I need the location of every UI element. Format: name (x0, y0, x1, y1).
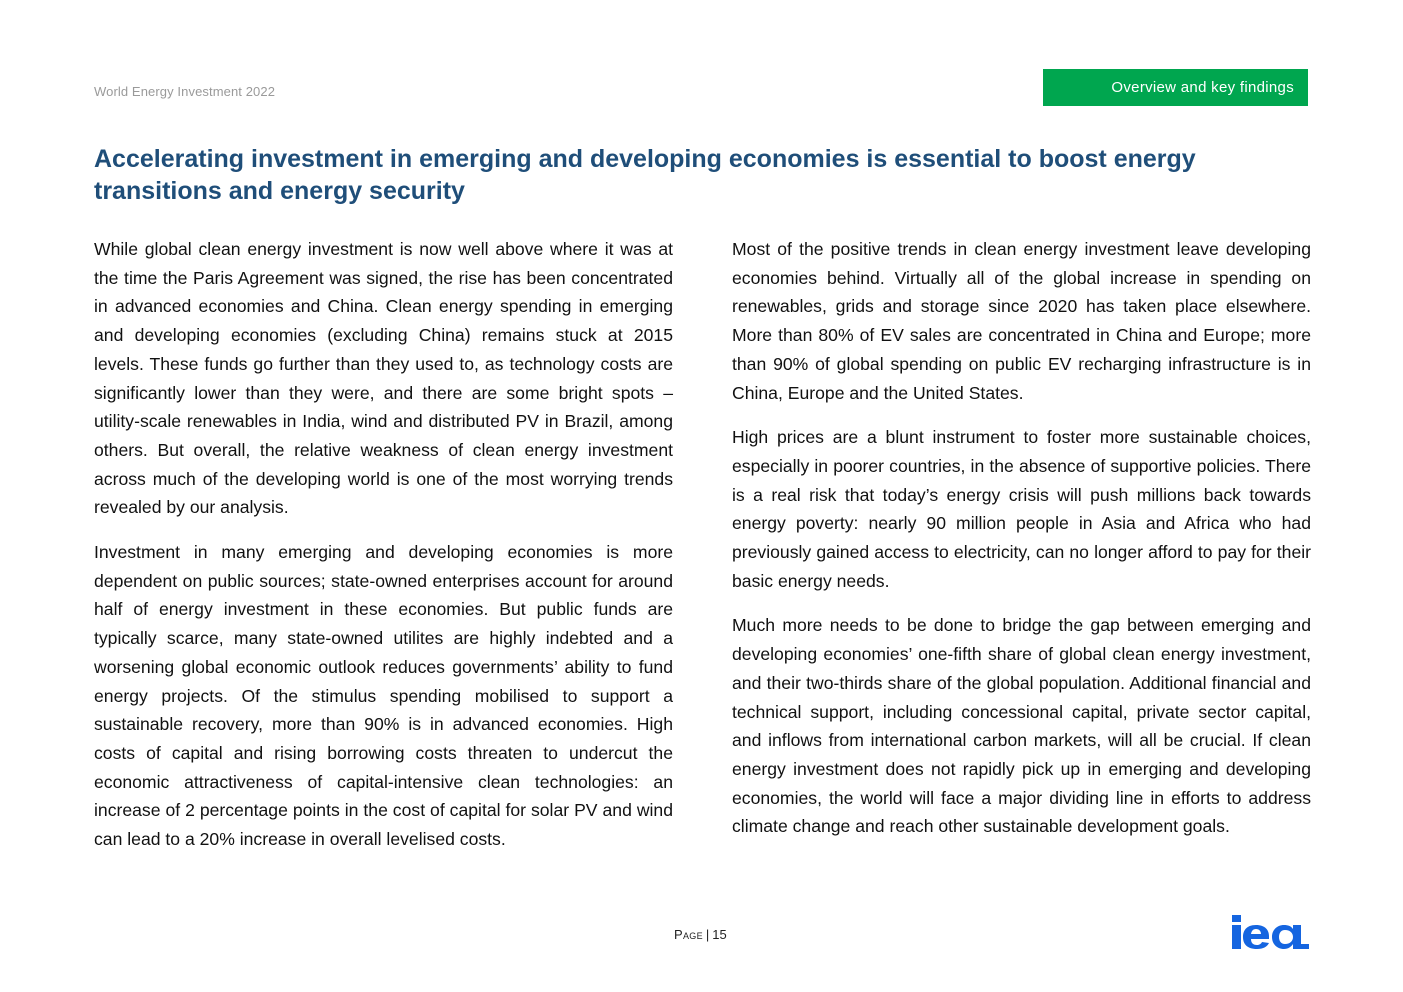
document-title: World Energy Investment 2022 (94, 84, 276, 99)
page-separator: | (705, 927, 710, 942)
page-number (674, 927, 727, 942)
paragraph: High prices are a blunt instrument to foster more sustainable choices, especially in poorer countries, in the absence of supportive policies. There is a real risk that today’s energy crisis will push millions back towards energy poverty: nearly 90 million people in Asia and Africa who had previously gained access to electricity, can no longer afford to pay for their basic energy needs. (732, 427, 1311, 591)
section-tag-label: Overview and key findings (1111, 79, 1294, 96)
page-title: Accelerating investment in emerging and developing economies is essential to boost energy transitions and energy security (94, 145, 1196, 205)
paragraph: While global clean energy investment is now well above where it was at the time the Paris Agreement was signed, the rise has been concentrated in advanced economies and China. Clean energy spending in emerging and developing economies (excluding China) remains stuck at 2015 levels. These funds go further than they used to, as technology costs are significantly lower than they were, and there are some bright spots – utility-scale renewables in India, wind and distributed PV in Brazil, among others. But overall, the relative weakness of clean energy investment across much of the developing world is one of the most worrying trends revealed by our analysis. (94, 239, 673, 518)
page-number-value: 15 (712, 927, 727, 942)
left-column (94, 235, 673, 870)
right-column (732, 235, 1311, 857)
section-tag (1043, 69, 1308, 106)
page-label: Page (674, 927, 703, 942)
iea-logo-icon (1232, 915, 1309, 949)
paragraph: Most of the positive trends in clean energy investment leave developing economies behind. Virtually all of the global increase in spending on renewables, grids and storage since 2020 has taken place elsewhere. More than 80% of EV sales are concentrated in China and Europe; more than 90% of global spending on public EV recharging infrastructure is in China, Europe and the United States. (732, 239, 1311, 403)
paragraph: Much more needs to be done to bridge the gap between emerging and developing economies’ one-fifth share of global clean energy investment, and their two-thirds share of the global population. Additional financial and technical support, including concessional capital, private sector capital, and inflows from international carbon markets, will all be crucial. If clean energy investment does not rapidly pick up in emerging and developing economies, the world will face a major dividing line in efforts to address climate change and reach other sustainable development goals. (732, 615, 1311, 837)
paragraph: Investment in many emerging and developing economies is more dependent on public sources; state-owned enterprises account for around half of energy investment in these economies. But public funds are typically scarce, many state-owned utilites are highly indebted and a worsening global economic outlook reduces governments’ ability to fund energy projects. Of the stimulus spending mobilised to support a sustainable recovery, more than 90% is in advanced economies. High costs of capital and rising borrowing costs threaten to undercut the economic attractiveness of capital-intensive clean technologies: an increase of 2 percentage points in the cost of capital for solar PV and wind can lead to a 20% increase in overall levelised costs. (94, 542, 673, 850)
